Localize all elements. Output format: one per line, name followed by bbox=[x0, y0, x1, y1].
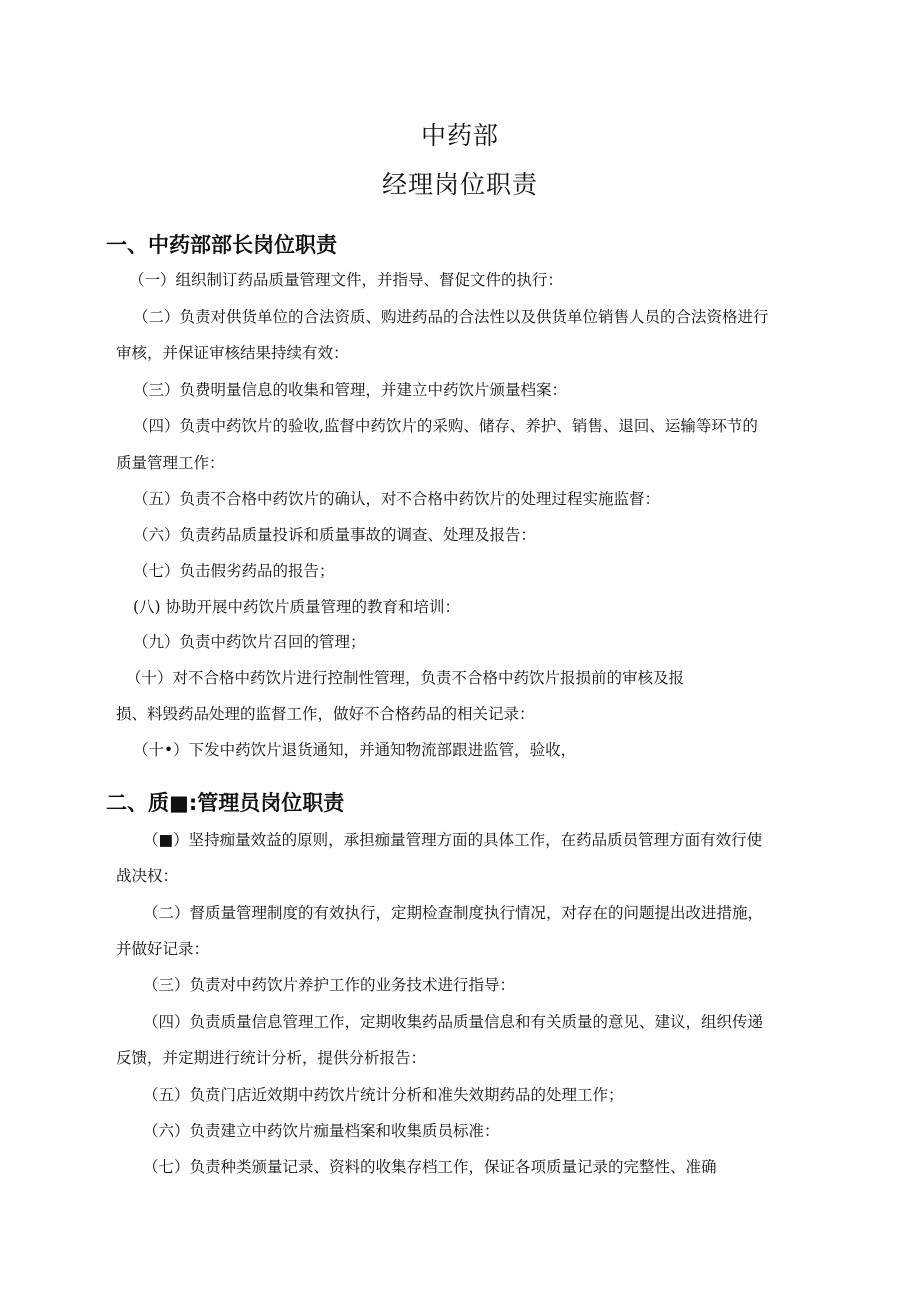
section-heading-2: 二、质■:管理员岗位职责 bbox=[106, 791, 345, 815]
section1-item-5: （五）负责不合格中药饮片的确认，对不合格中药饮片的处理过程实施监督： bbox=[133, 490, 661, 508]
section1-item-2-cont: 审核，并保证审核结果持续有效： bbox=[116, 344, 349, 362]
section1-item-4-cont: 质量管理工作： bbox=[116, 454, 225, 472]
section-heading-1: 一、中药部部长岗位职责 bbox=[106, 233, 337, 257]
section1-item-9: （九）负责中药饮片召回的管理； bbox=[133, 633, 366, 651]
section2-item-4-cont: 反馈，并定期进行统计分析，提供分析报告： bbox=[116, 1049, 427, 1067]
section1-item-7: （七）负击假劣药品的报告； bbox=[133, 562, 335, 580]
section2-item-1-cont: 战决权： bbox=[116, 867, 179, 885]
section2-item-2: （二）督质量管理制度的有效执行，定期检查制度执行情况，对存在的问题提出改进措施， bbox=[143, 904, 764, 922]
section1-item-4: （四）负责中药饮片的验收,监督中药饮片的采购、储存、养护、销售、退回、运输等环节的 bbox=[133, 417, 758, 435]
section2-item-1: （■）坚持痂量效益的原则，承担痂量管理方面的具体工作，在药品质员管理方面有效行使 bbox=[143, 831, 763, 849]
section1-item-10: （十）对不合格中药饮片进行控制性管理，负责不合格中药饮片报损前的审核及报 bbox=[126, 669, 685, 687]
section2-item-2-cont: 并做好记录： bbox=[116, 940, 210, 958]
section1-item-1: （一）组织制订药品质量管理文件，并指导、督促文件的执行： bbox=[129, 271, 564, 289]
section2-item-7: （七）负责种类颁量记录、资料的收集存档工作，保证各项质量记录的完整性、准确 bbox=[143, 1158, 717, 1176]
section2-item-4: （四）负责质量信息管理工作，定期收集药品质量信息和有关质量的意见、建议，组织传递 bbox=[143, 1013, 764, 1031]
section2-item-5: （五）负贲门店近效期中药饮片统计分析和准失效期药品的处理工作； bbox=[143, 1086, 624, 1104]
section1-item-8: (八) 协助开展中药饮片质量管理的教育和培训： bbox=[133, 598, 461, 616]
section1-item-2: （二）负责对供货单位的合法资质、购进药品的合法性以及供货单位销售人员的合法资格进行 bbox=[133, 308, 769, 326]
section1-item-11: （十•）下发中药饮片退货通知，并通知物流部跟进监管，验收， bbox=[133, 741, 577, 759]
section1-item-10-cont: 损、料毁药品处理的监督工作，做好不合格药品的相关记录： bbox=[116, 705, 535, 723]
section2-item-3: （三）负责对中药饮片养护工作的业务技术进行指导： bbox=[143, 976, 516, 994]
section1-item-3: （三）负费明量信息的收集和管理，并建立中药饮片颁量档案： bbox=[133, 381, 568, 399]
document-subtitle: 经理岗位职责 bbox=[381, 170, 538, 199]
section2-item-6: （六）负责建立中药饮片痂量档案和收集质员标准： bbox=[143, 1122, 500, 1140]
document-title: 中药部 bbox=[420, 121, 499, 150]
section1-item-6: （六）负责药品质量投诉和质量事故的调查、处理及报告： bbox=[133, 526, 537, 544]
